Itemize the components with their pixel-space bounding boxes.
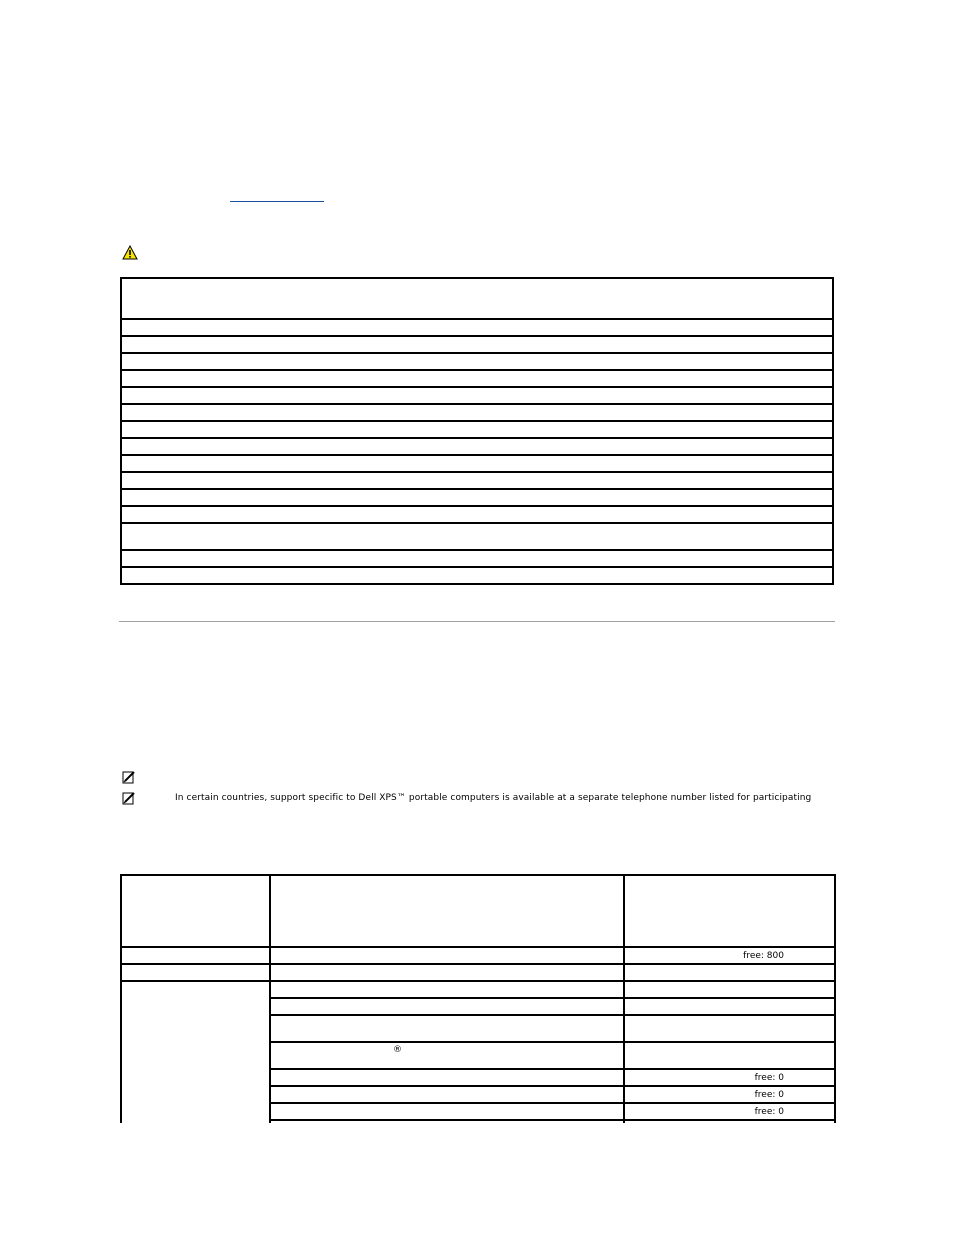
table-cell <box>270 964 624 981</box>
table-row <box>121 947 835 964</box>
table-row <box>121 523 833 550</box>
safety-table <box>120 277 834 585</box>
table-header-cell <box>121 278 833 319</box>
table-header-cell <box>270 875 624 947</box>
table-row <box>121 319 833 336</box>
table-row <box>121 438 833 455</box>
note-text: In certain countries, support specific to Dell XPS™ portable computers is available at a separate telephone number listed for participating <box>175 793 812 803</box>
table-cell <box>270 1042 624 1069</box>
table-row <box>121 421 833 438</box>
table-row <box>121 964 835 981</box>
phone-cell <box>624 1015 835 1042</box>
phone-cell: free: 800 <box>624 947 835 964</box>
table-row <box>121 404 833 421</box>
table-cell <box>270 998 624 1015</box>
table-row <box>121 336 833 353</box>
phone-cell: free: 0 <box>624 1103 835 1120</box>
registered-mark: ® <box>393 1045 402 1055</box>
phone-cell: free: 0 <box>624 1069 835 1086</box>
table-row <box>121 455 833 472</box>
table-row <box>121 550 833 567</box>
top-link[interactable] <box>230 188 324 202</box>
caution-triangle-icon <box>122 245 138 260</box>
table-cell <box>121 947 270 964</box>
table-cell <box>121 981 270 1137</box>
table-header-cell <box>121 875 270 947</box>
table-row <box>121 489 833 506</box>
table-cell <box>270 947 624 964</box>
table-row <box>121 567 833 584</box>
table-cell <box>270 1069 624 1086</box>
note-pencil-icon <box>122 792 136 805</box>
contacts-table <box>120 874 836 1138</box>
table-cell <box>121 964 270 981</box>
section-divider <box>119 621 835 622</box>
phone-cell <box>624 998 835 1015</box>
table-cell <box>270 1103 624 1120</box>
table-row <box>121 472 833 489</box>
table-cell <box>270 1086 624 1103</box>
table-header-cell <box>624 875 835 947</box>
phone-cell <box>624 1042 835 1069</box>
table-cell <box>270 1015 624 1042</box>
page-bottom-mask <box>110 1123 850 1143</box>
table-row <box>121 353 833 370</box>
table-row <box>121 370 833 387</box>
phone-cell <box>624 981 835 998</box>
table-row <box>121 981 835 998</box>
table-cell <box>270 981 624 998</box>
note-pencil-icon <box>122 771 136 784</box>
table-row <box>121 506 833 523</box>
phone-cell: free: 0 <box>624 1086 835 1103</box>
table-row <box>121 387 833 404</box>
phone-cell <box>624 964 835 981</box>
